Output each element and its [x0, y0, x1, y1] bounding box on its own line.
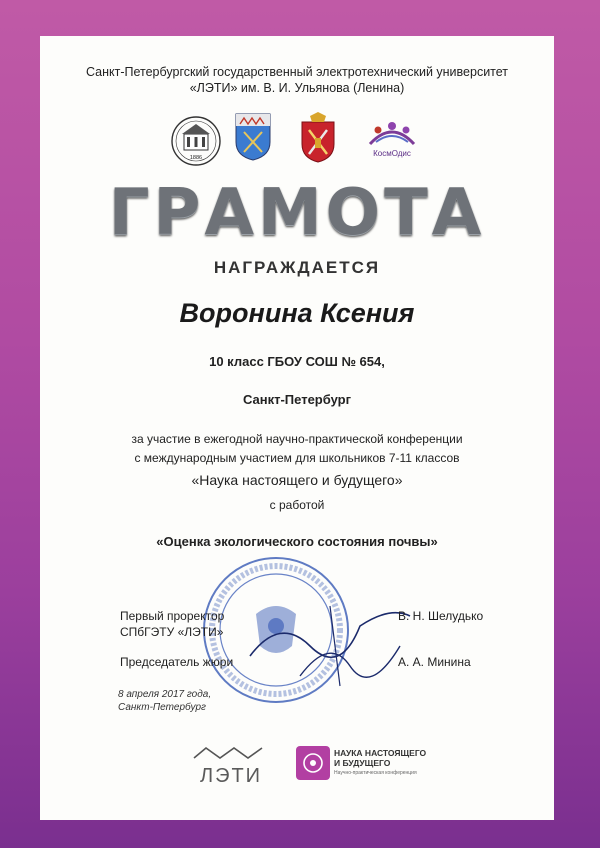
awarded-label: НАГРАЖДАЕТСЯ: [213, 258, 381, 277]
signatory-1-name: В. Н. Шелудько: [398, 609, 484, 623]
university-seal-logo: [170, 112, 222, 170]
signatory-2-role: Председатель жюри: [120, 655, 234, 669]
date-line2: Санкт-Петербург: [118, 702, 206, 713]
participation-description: [40, 430, 554, 468]
university-name-line1: Санкт-Петербургский государственный электротехнический университет: [85, 65, 509, 79]
logos-row: [170, 112, 430, 172]
description-line1: за участие в ежегодной научно-практической конференции: [131, 432, 463, 446]
handwritten-signature: [240, 586, 420, 696]
university-header: [40, 64, 554, 96]
certificate-title: ГРАМОТА: [108, 176, 486, 250]
signatory-1-role-line1: Первый проректор: [120, 609, 225, 623]
nauka-logo-title: [334, 748, 426, 768]
recipient-name: Воронина Ксения: [179, 298, 415, 328]
leti-logo-text: ЛЭТИ: [199, 765, 263, 787]
class-school: 10 класс ГБОУ СОШ № 654,: [209, 354, 385, 369]
date-line1: 8 апреля 2017 года,: [118, 689, 212, 700]
kosmodis-logo: [356, 112, 428, 164]
nauka-logo-subtitle: Научно-практическая конференция: [334, 770, 417, 776]
leti-logo: [186, 744, 276, 788]
nauka-line1: НАУКА НАСТОЯЩЕГО: [334, 748, 427, 758]
with-work-label: с работой: [269, 498, 325, 512]
issue-date: [118, 688, 211, 714]
recipient-city: Санкт-Петербург: [242, 392, 352, 407]
work-title: «Оценка экологического состояния почвы»: [156, 534, 438, 549]
signatory-1-role-line2: СПбГЭТУ «ЛЭТИ»: [120, 625, 224, 639]
certificate-sheet: [40, 36, 554, 820]
signatory-1-role: [120, 608, 224, 640]
saint-petersburg-coat-of-arms-icon: [296, 112, 340, 164]
leningrad-oblast-coat-of-arms-icon: [234, 112, 272, 162]
signatory-2-name: А. А. Минина: [398, 655, 471, 669]
kosmodis-text: КосмОдис: [373, 149, 411, 158]
university-name-line2: «ЛЭТИ» им. В. И. Ульянова (Ленина): [189, 81, 405, 95]
seal-year: 1886: [189, 155, 203, 161]
conference-name: «Наука настоящего и будущего»: [191, 472, 403, 488]
description-line2: с международным участием для школьников 7-11 классов: [134, 451, 460, 465]
nauka-line2: И БУДУЩЕГО: [334, 758, 391, 768]
